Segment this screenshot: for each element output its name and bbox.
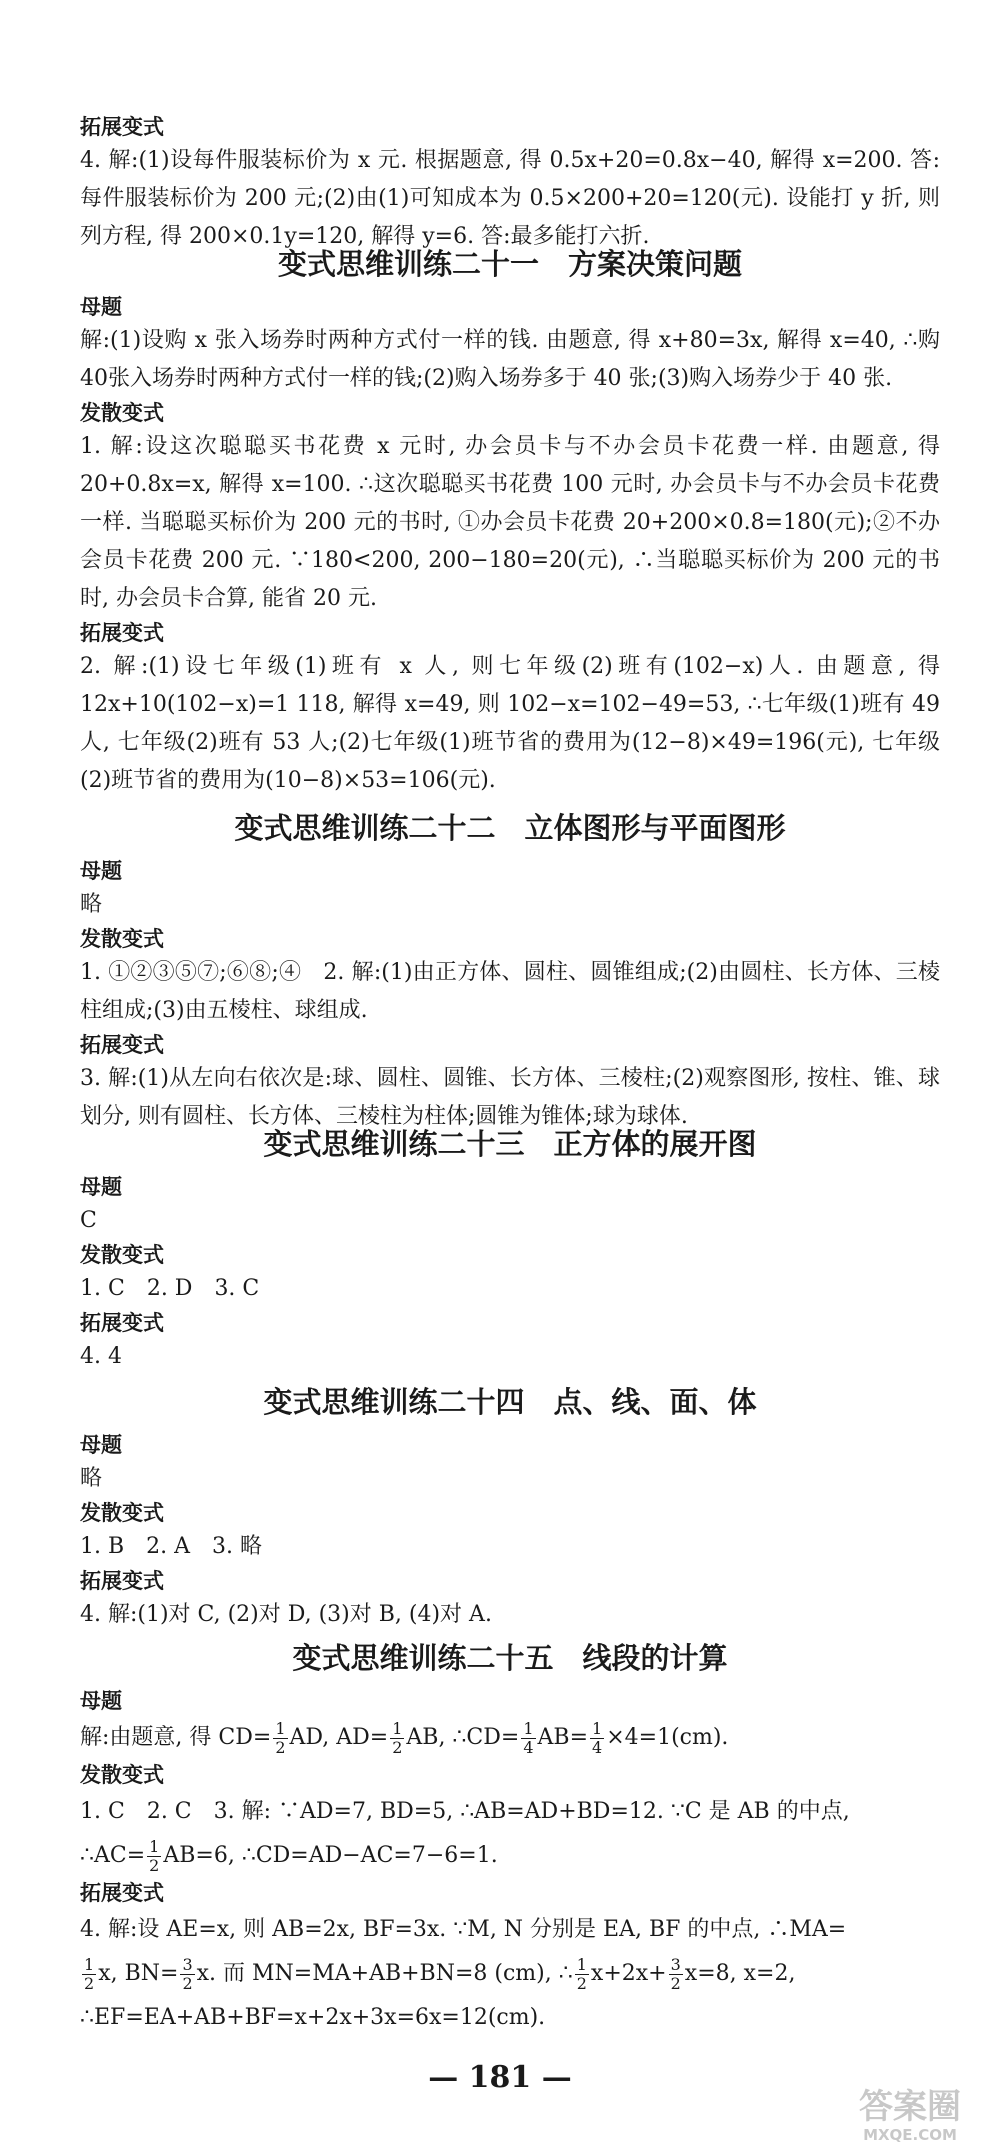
mother-text-e: ×4=1(cm). (606, 1725, 729, 1750)
extension-answer: 4. 解:(1)对 C, (2)对 D, (3)对 B, (4)对 A. (80, 1602, 492, 1627)
diverge-answer: 1. C 2. D 3. C (80, 1276, 260, 1301)
diverge-answer: 1. ①②③⑤⑦;⑥⑧;④ 2. 解:(1)由正方体、圆柱、圆锥组成;(2)由圆柱、长方体、三棱柱组成;(3)由五棱柱、球组成. (80, 960, 940, 1023)
section-24-body (80, 1430, 940, 1634)
watermark-subtext: MXQE.COM (863, 2126, 957, 2144)
extension-text-c: x+2x+ (590, 1961, 667, 1986)
diverge-line-1: 1. C 2. C 3. 解: ∵AD=7, BD=5, ∴AB=AD+BD=12. ∵C 是 AB 的中点, (80, 1799, 850, 1824)
mother-heading: 母题 (80, 295, 122, 319)
page-number: — 181 — (428, 2060, 572, 2095)
section-21-title: 变式思维训练二十一 方案决策问题 (277, 247, 742, 281)
mother-heading: 母题 (80, 1433, 122, 1457)
diverge-heading: 发散变式 (80, 401, 164, 425)
extension-answer: 4. 解:(1)设每件服装标价为 x 元. 根据题意, 得 0.5x+20=0.8x−40, 解得 x=200. 答:每件服装标价为 200 元;(2)由(1)可知成本为 0.5×200+20=120(元). 设能打 y 折, 则列方程, 得 200×0.1y=120, 解得 y=6. 答:最多能打六折. (80, 148, 940, 249)
extension-text-a: x, BN= (98, 1961, 179, 1986)
diverge-heading: 发散变式 (80, 927, 164, 951)
extension-line-1: 4. 解:设 AE=x, 则 AB=2x, BF=3x. ∵M, N 分别是 EA, BF 的中点, ∴MA= (80, 1917, 847, 1942)
section-20-extension (80, 112, 940, 256)
diverge-heading: 发散变式 (80, 1763, 164, 1787)
diverge-answer: 1. B 2. A 3. 略 (80, 1534, 263, 1559)
section-22-title: 变式思维训练二十二 立体图形与平面图形 (234, 811, 786, 845)
fraction-one-quarter: $\frac{1}{4}$ (592, 1718, 603, 1757)
mother-heading: 母题 (80, 859, 122, 883)
extension-heading: 拓展变式 (80, 1881, 164, 1905)
extension-text-b: x. 而 MN=MA+AB+BN=8 (cm), ∴ (196, 1961, 573, 1986)
fraction-one-quarter: $\frac{1}{4}$ (523, 1718, 534, 1757)
mother-answer: 略 (80, 1466, 103, 1491)
mother-text-d: AB= (537, 1725, 589, 1750)
extension-heading: 拓展变式 (80, 1033, 164, 1057)
section-25-body (80, 1686, 940, 2040)
fraction-one-half: $\frac{1}{2}$ (149, 1836, 160, 1875)
diverge-text-b: AB=6, ∴CD=AD−AC=7−6=1. (163, 1843, 498, 1868)
diverge-heading: 发散变式 (80, 1501, 164, 1525)
mother-text-c: AB, ∴CD= (406, 1725, 520, 1750)
fraction-three-halves: $\frac{3}{2}$ (182, 1954, 193, 1993)
section-23-title: 变式思维训练二十三 正方体的展开图 (263, 1127, 757, 1161)
extension-answer: 2. 解:(1)设七年级(1)班有 x 人, 则七年级(2)班有(102−x)人. 由题意, 得 12x+10(102−x)=1 118, 解得 x=49, 则 102−x=102−49=53, ∴七年级(1)班有 49 人, 七年级(2)班有 53 人;(2)七年级(1)班节省的费用为(12−8)×49=196(元), 七年级(2)班节省的费用为(10−8)×53=106(元). (80, 654, 940, 793)
section-21-body (80, 292, 940, 800)
diverge-answer: 1. 解:设这次聪聪买书花费 x 元时, 办会员卡与不办会员卡花费一样. 由题意, 得 20+0.8x=x, 解得 x=100. ∴这次聪聪买书花费 100 元时, 办会员卡与不办会员卡花费一样. 当聪聪买标价为 200 元的书时, ①办会员卡花费 20+200×0.8=180(元);②不办会员卡花费 200 元. ∵180<200, 200−180=20(元), ∴当聪聪买标价为 200 元的书时, 办会员卡合算, 能省 20 元. (80, 434, 940, 611)
section-24-title: 变式思维训练二十四 点、线、面、体 (263, 1385, 757, 1419)
fraction-one-half: $\frac{1}{2}$ (576, 1954, 587, 1993)
fraction-one-half: $\frac{1}{2}$ (275, 1718, 286, 1757)
extension-answer: 3. 解:(1)从左向右依次是:球、圆柱、圆锥、长方体、三棱柱;(2)观察图形, 按柱、锥、球划分, 则有圆柱、长方体、三棱柱为柱体;圆锥为锥体;球为球体. (80, 1066, 940, 1129)
section-22-body (80, 856, 940, 1136)
mother-answer: 略 (80, 892, 103, 917)
fraction-one-half: $\frac{1}{2}$ (392, 1718, 403, 1757)
watermark-logo (830, 2080, 990, 2146)
mother-text-b: AD, AD= (289, 1725, 389, 1750)
extension-heading: 拓展变式 (80, 1569, 164, 1593)
diverge-text-a: ∴AC= (80, 1843, 146, 1868)
diverge-answer (80, 1790, 940, 1878)
section-25-title: 变式思维训练二十五 线段的计算 (292, 1641, 728, 1675)
extension-text-d: x=8, x=2, (684, 1961, 796, 1986)
extension-answer (80, 1908, 940, 2040)
mother-answer (80, 1716, 940, 1760)
mother-heading: 母题 (80, 1175, 122, 1199)
mother-answer: 解:(1)设购 x 张入场券时两种方式付一样的钱. 由题意, 得 x+80=3x, 解得 x=40, ∴购40张入场券时两种方式付一样的钱;(2)购入场券多于 40 张;(3)购入场券少于 40 张. (80, 328, 940, 391)
extension-answer: 4. 4 (80, 1344, 122, 1369)
diverge-heading: 发散变式 (80, 1243, 164, 1267)
section-23-body (80, 1172, 940, 1376)
mother-text-a: 解:由题意, 得 CD= (80, 1725, 272, 1750)
fraction-one-half: $\frac{1}{2}$ (84, 1954, 95, 1993)
fraction-three-halves: $\frac{3}{2}$ (670, 1954, 681, 1993)
extension-heading: 拓展变式 (80, 1311, 164, 1335)
watermark-text: 答案圈 (859, 2087, 961, 2127)
mother-heading: 母题 (80, 1689, 122, 1713)
extension-line-3: ∴EF=EA+AB+BF=x+2x+3x=6x=12(cm). (80, 2005, 546, 2030)
extension-heading: 拓展变式 (80, 115, 164, 139)
extension-heading: 拓展变式 (80, 621, 164, 645)
mother-answer: C (80, 1208, 97, 1233)
